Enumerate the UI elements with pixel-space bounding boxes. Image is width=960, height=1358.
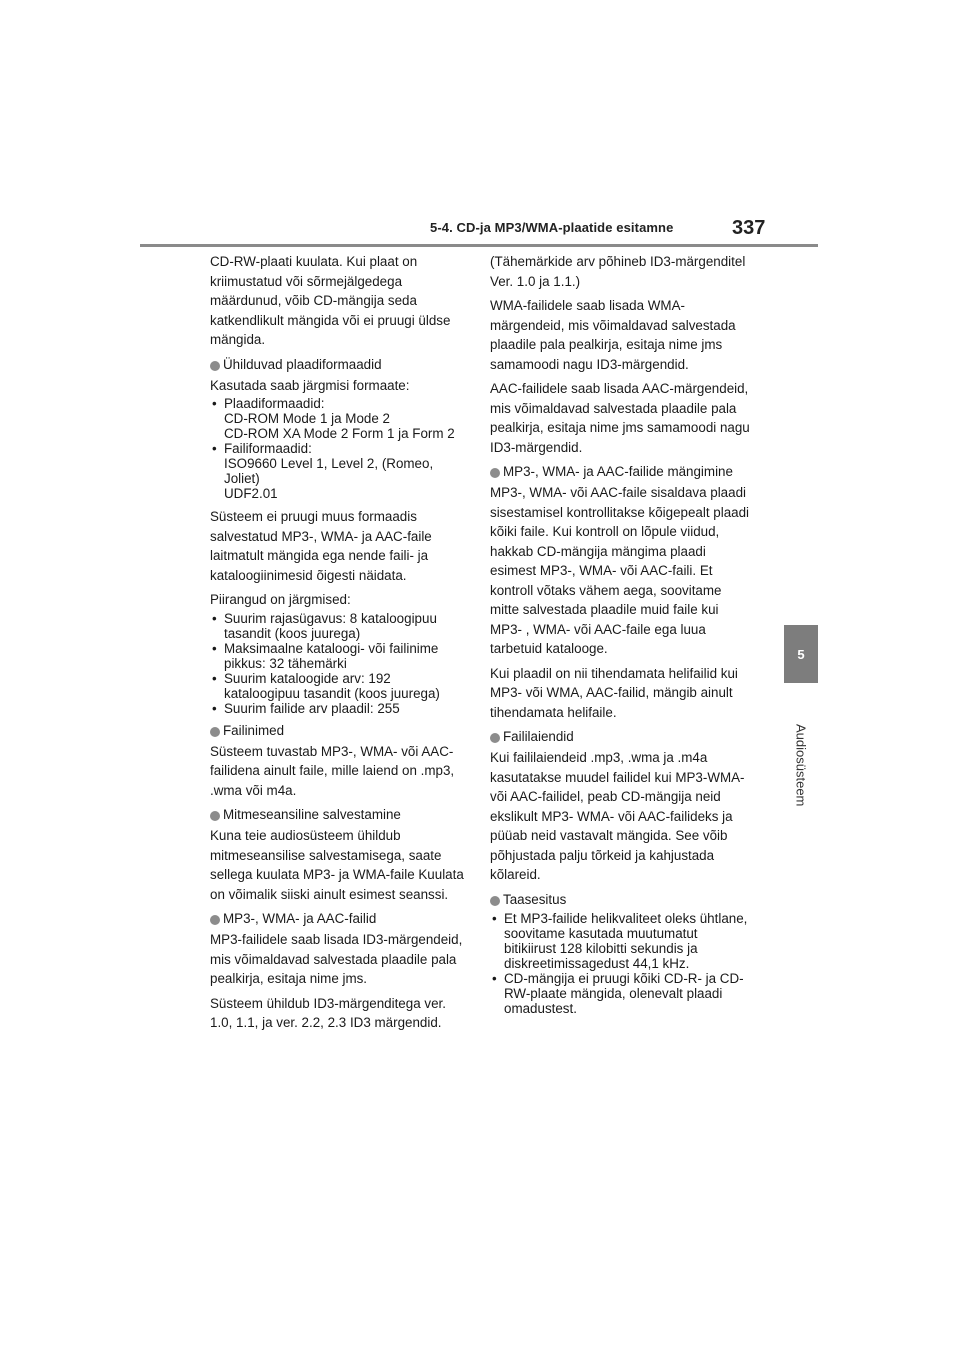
right-column (490, 252, 750, 1022)
heading-text: MP3-, WMA- ja AAC-failide mängimine (503, 464, 733, 479)
list-item: • Et MP3-failide helikvaliteet oleks ühtlane, soovitame kasutada muutumatut bitikiirust 128 kilobitti sekundis ja diskreetimissagedust 44,1 kHz. (490, 911, 750, 971)
bullet-icon (490, 896, 500, 906)
list-item-title: • Plaadiformaadid: (224, 396, 325, 411)
section-heading (210, 356, 470, 373)
list-item (210, 396, 470, 441)
list-item: • Suurim failide arv plaadil: 255 (210, 701, 470, 716)
bullet-icon (210, 915, 220, 925)
page-header (140, 214, 818, 244)
list-item: • Suurim rajasügavus: 8 kataloogipuu tasandit (koos juurega) (210, 611, 470, 641)
page-number: 337 (732, 217, 766, 239)
list-item-detail: CD-ROM Mode 1 ja Mode 2 (224, 411, 390, 426)
paragraph: MP3-, WMA- või AAC-faile sisaldava plaadi sisestamisel kontrollitakse kõigepealt plaadi kõiki faile. Kui kontroll on lõpule viidud, hakkab CD-mängija mängima plaadi esimest MP3-, WMA- või AAC-faili. Et kontroll võtaks vähem aega, soovitame mitte salvestada plaadile muid faile kui MP3- , WMA- või AAC-faile ega luua tarbetuid katalooge. (490, 485, 750, 656)
list-item-detail: ISO9660 Level 1, Level 2, (Romeo, Joliet) (224, 456, 434, 486)
heading-text: Failinimed (223, 722, 285, 738)
list-item: • Suurim kataloogide arv: 192 kataloogipuu tasandit (koos juurega) (210, 671, 470, 701)
section-heading (490, 891, 750, 908)
section-title: 5-4. CD-ja MP3/WMA-plaatide esitamne (430, 220, 674, 235)
limits-list (210, 611, 470, 716)
playback-list (490, 911, 750, 1016)
list-item-title: • Failiformaadid: (224, 441, 312, 456)
list-item-detail: CD-ROM XA Mode 2 Form 1 ja Form 2 (224, 426, 455, 441)
paragraph: CD-RW-plaati kuulata. Kui plaat on kriimustatud või sõrmejälgedega määrdunud, võib CD-mängija seda katkendlikult mängida või ei pruugi üldse mängida. (210, 254, 451, 347)
list-item: • Maksimaalne kataloogi- või failinime pikkus: 32 tähemärki (210, 641, 470, 671)
heading-text: Taasesitus (503, 891, 567, 907)
chapter-label: Audiosüsteem (793, 724, 809, 807)
heading-text: Ühilduvad plaadiformaadid (223, 356, 382, 372)
paragraph: WMA-failidele saab lisada WMA-märgendeid, mis võimaldavad salvestada plaadile pala pealkirja, esitaja nime jms samamoodi nagu ID3-märgendid. (490, 298, 736, 372)
chapter-number: 5 (797, 646, 805, 662)
bullet-icon (210, 361, 220, 371)
paragraph: Süsteem ühildub ID3-märgenditega ver. 1.0, 1.1, ja ver. 2.2, 2.3 ID3 märgendid. (210, 995, 446, 1030)
bullet-icon (210, 727, 220, 737)
heading-text: MP3-, WMA- ja AAC-failid (223, 911, 377, 926)
paragraph: Kuna teie audiosüsteem ühildub mitmeseansilise salvestamisega, saate sellega kuulata MP3- ja WMA-faile Kuulata on võimalik siiski ainult esimest seanssi. (210, 828, 464, 902)
bullet-icon (210, 811, 220, 821)
paragraph: Kasutada saab järgmisi formaate: (210, 377, 410, 393)
section-heading (490, 728, 750, 745)
section-heading (210, 722, 470, 739)
paragraph: Kui plaadil on nii tihendamata helifailid kui MP3- või WMA, AAC-failid, mängib ainult tihendamata helifaile. (490, 665, 738, 720)
paragraph: Süsteem tuvastab MP3-, WMA- või AAC-failidena ainult faile, mille laiend on .mp3, .wma või m4a. (210, 743, 455, 798)
bullet-icon (490, 468, 500, 478)
format-list (210, 396, 470, 501)
heading-text: Mitmeseansiline salvestamine (223, 807, 401, 822)
paragraph: Kui faililaiendeid .mp3, .wma ja .m4a kasutatakse muudel failidel kui MP3-WMA- või AAC-failidel, peab CD-mängija neid ekslikult MP3- WMA- või AAC-failideks ja püüab neid vastavalt mängida. See võib põhjustada palju tõrkeid ja kahjustada kõlareid. (490, 750, 745, 882)
paragraph: (Tähemärkide arv põhineb ID3-märgenditel Ver. 1.0 ja 1.1.) (490, 254, 746, 289)
list-item-detail: UDF2.01 (224, 486, 278, 501)
list-item: • CD-mängija ei pruugi kõiki CD-R- ja CD-RW-plaate mängida, olenevalt plaadi omadustest. (490, 971, 750, 1016)
section-heading (490, 463, 750, 480)
section-heading (210, 910, 470, 927)
list-item (210, 441, 470, 501)
paragraph: Süsteem ei pruugi muus formaadis salvestatud MP3-, WMA- ja AAC-faile laitmatult mängida ega nende faili- ja kataloogiinimesid õigesti näidata. (210, 509, 432, 583)
chapter-tab (784, 625, 818, 683)
paragraph: AAC-failidele saab lisada AAC-märgendeid, mis võimaldavad salvestada plaadile pala pealkirja, esitaja nime jms samamoodi nagu ID3-märgendid. (490, 381, 750, 455)
paragraph: MP3-failidele saab lisada ID3-märgendeid, mis võimaldavad salvestada plaadile pala pealkirja, esitaja nime jms. (210, 932, 463, 986)
left-column (210, 252, 470, 1038)
heading-text: Faililaiendid (503, 729, 574, 744)
header-rule (140, 244, 818, 247)
section-heading (210, 806, 470, 823)
bullet-icon (490, 733, 500, 743)
paragraph: Piirangud on järgmised: (210, 592, 351, 607)
